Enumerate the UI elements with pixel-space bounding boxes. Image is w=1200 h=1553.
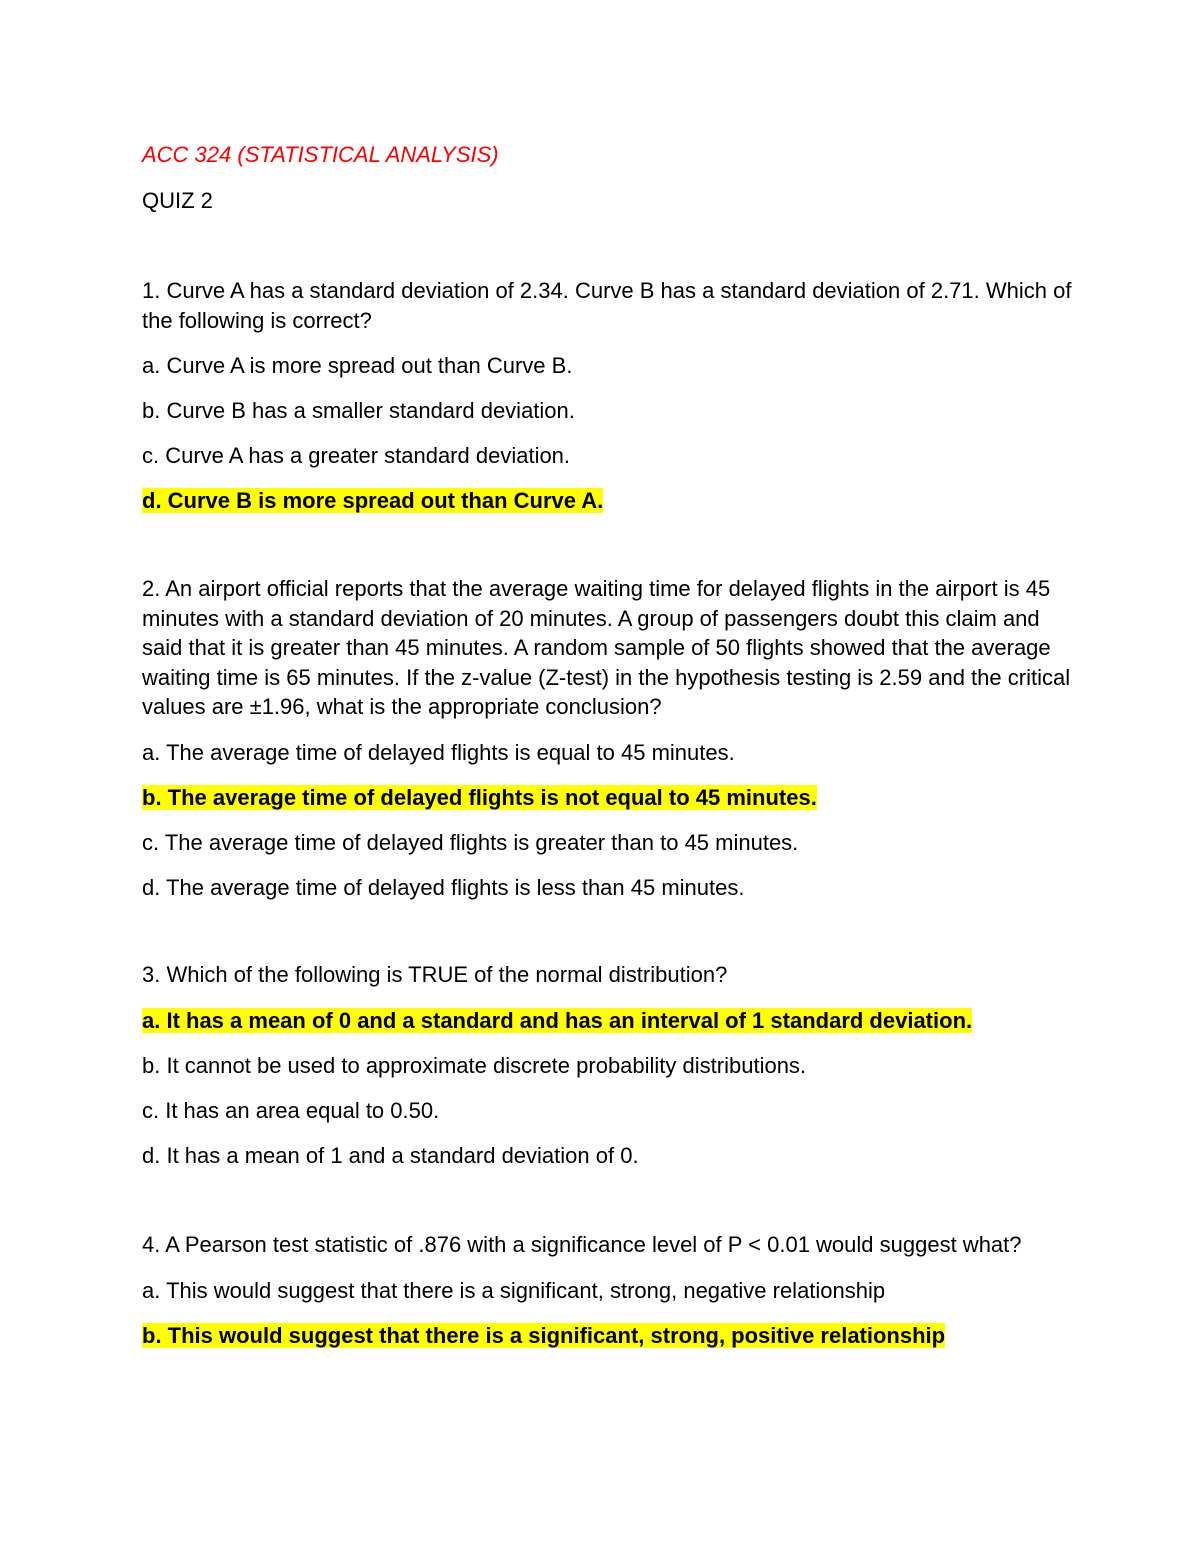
option-b-correct-answer: b. This would suggest that there is a significant, strong, positive relationship <box>142 1322 946 1348</box>
question-stem: 4. A Pearson test statistic of .876 with a significance level of P < 0.01 would suggest what? <box>142 1232 1022 1257</box>
document-title: ACC 324 (STATISTICAL ANALYSIS) <box>142 142 499 167</box>
question-stem: 3. Which of the following is TRUE of the normal distribution? <box>142 962 728 987</box>
quiz-label: QUIZ 2 <box>142 188 213 213</box>
option-b: b. Curve B has a smaller standard deviation. <box>142 398 575 423</box>
question-4 <box>142 1230 1072 1350</box>
option-a: a. This would suggest that there is a significant, strong, negative relationship <box>142 1277 886 1303</box>
option-b: b. It cannot be used to approximate discrete probability distributions. <box>142 1052 807 1078</box>
question-stem: 2. An airport official reports that the average waiting time for delayed flights in the airport is 45 minutes with a standard deviation of 20 minutes. A group of passengers doubt this claim and said that it is greater than 45 minutes. A random sample of 50 flights showed that the average waiting time is 65 minutes. If the z-value (Z-test) in the hypothesis testing is 2.59 and the critical values are ±1.96, what is the appropriate conclusion? <box>142 576 1071 719</box>
question-2 <box>142 574 1072 902</box>
question-1 <box>142 276 1072 515</box>
option-a: a. Curve A is more spread out than Curve B. <box>142 353 573 378</box>
option-c: c. It has an area equal to 0.50. <box>142 1097 440 1123</box>
option-a-correct-answer: a. It has a mean of 0 and a standard and has an interval of 1 standard deviation. <box>142 1007 973 1033</box>
option-d: d. It has a mean of 1 and a standard deviation of 0. <box>142 1142 639 1168</box>
option-d-correct-answer: d. Curve B is more spread out than Curve A. <box>142 488 604 513</box>
option-a: a. The average time of delayed flights is equal to 45 minutes. <box>142 739 735 765</box>
option-c: c. The average time of delayed flights is greater than to 45 minutes. <box>142 829 799 855</box>
option-c: c. Curve A has a greater standard deviation. <box>142 443 571 468</box>
option-b-correct-answer: b. The average time of delayed flights is not equal to 45 minutes. <box>142 784 817 810</box>
question-3 <box>142 960 1072 1170</box>
option-d: d. The average time of delayed flights is less than 45 minutes. <box>142 874 745 900</box>
question-stem: 1. Curve A has a standard deviation of 2.34. Curve B has a standard deviation of 2.71. Which of the following is correct? <box>142 278 1072 333</box>
